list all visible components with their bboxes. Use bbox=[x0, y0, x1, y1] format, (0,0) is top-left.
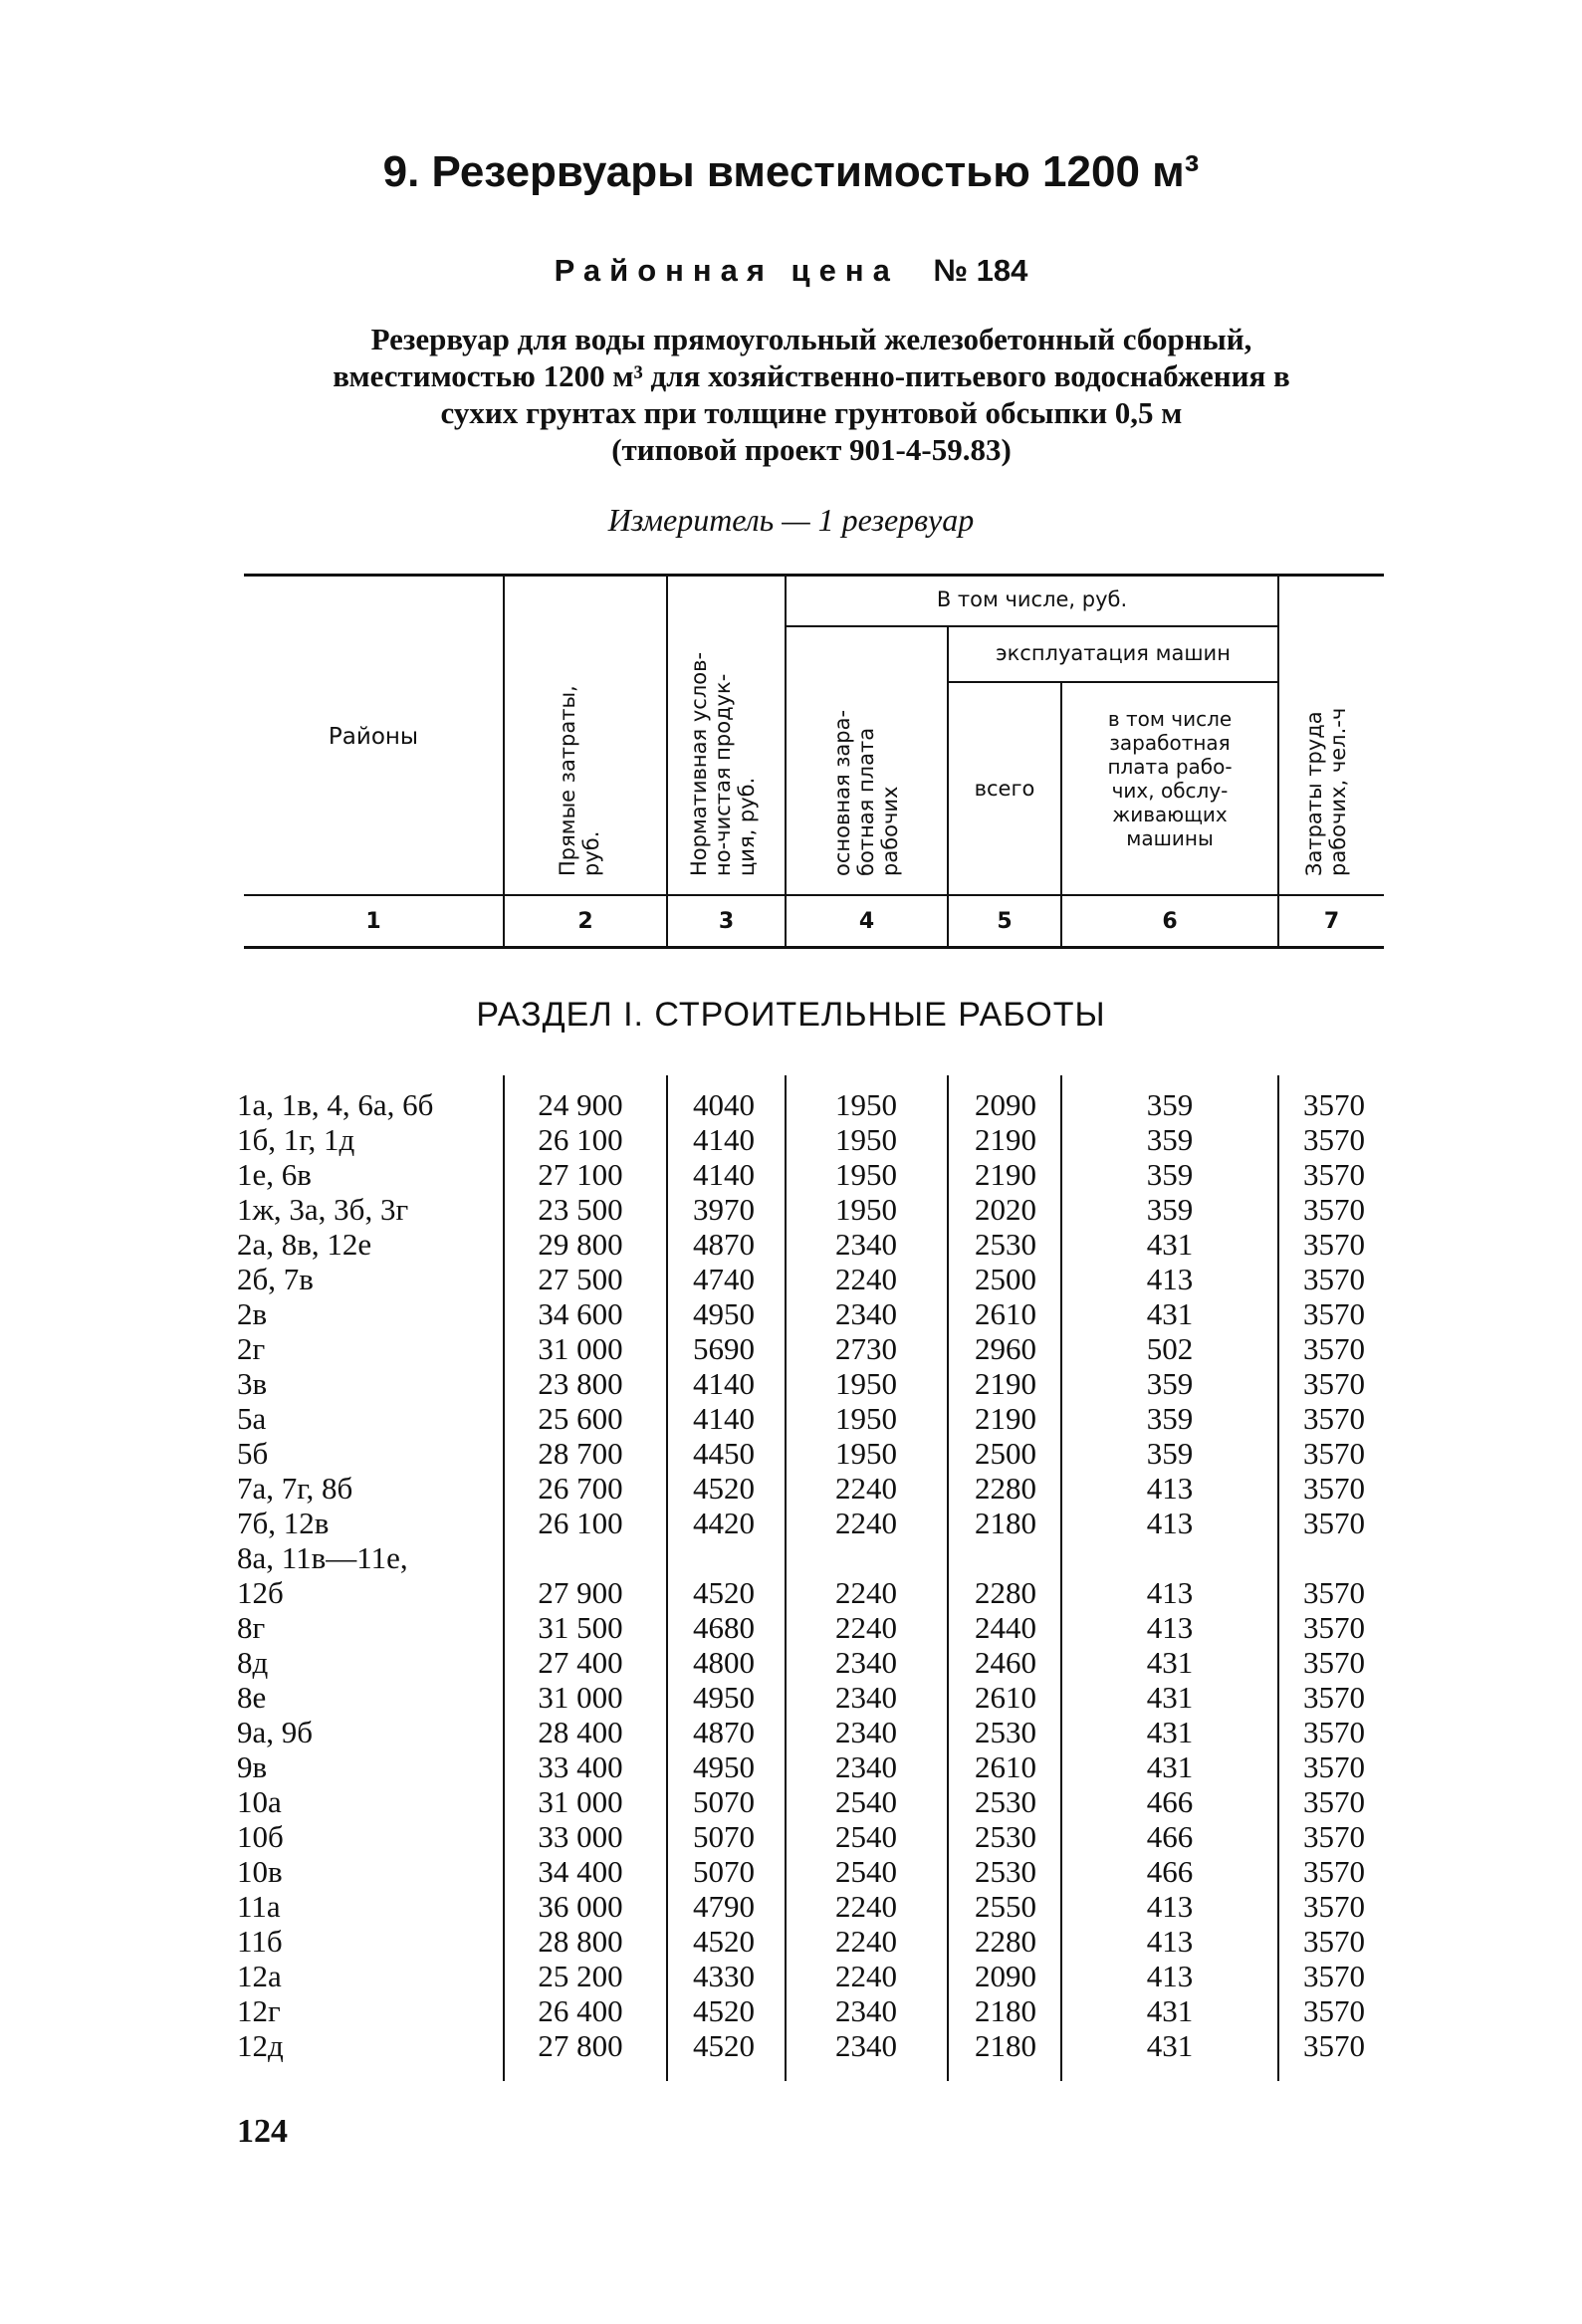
table-row bbox=[0, 1749, 1582, 1784]
machine-wage-cell: 431 bbox=[1146, 1680, 1194, 1715]
labor-costs-cell: 3570 bbox=[1303, 1157, 1365, 1192]
district-cell: 7б, 12в bbox=[237, 1506, 330, 1540]
machine-wage-cell: 413 bbox=[1146, 1575, 1194, 1610]
table-row bbox=[0, 1262, 1582, 1296]
base-wage-cell: 2730 bbox=[835, 1331, 897, 1366]
machines-total-cell: 2020 bbox=[975, 1192, 1036, 1227]
direct-costs-cell: 27 400 bbox=[538, 1645, 623, 1680]
column-divider bbox=[785, 576, 787, 948]
machines-total-cell: 2550 bbox=[975, 1889, 1036, 1924]
section-heading: РАЗДЕЛ I. СТРОИТЕЛЬНЫЕ РАБОТЫ bbox=[476, 996, 1106, 1034]
table-row bbox=[0, 1854, 1582, 1889]
net-production-cell: 4520 bbox=[693, 1993, 755, 2028]
base-wage-cell: 2240 bbox=[835, 1506, 897, 1540]
machines-total-cell: 2280 bbox=[975, 1471, 1036, 1506]
district-cell: 1а, 1в, 4, 6а, 6б bbox=[237, 1087, 434, 1122]
net-production-cell: 4520 bbox=[693, 1924, 755, 1959]
table-row bbox=[0, 1784, 1582, 1819]
labor-costs-cell: 3570 bbox=[1303, 1819, 1365, 1854]
column-number: 5 bbox=[997, 909, 1013, 934]
machines-total-cell: 2530 bbox=[975, 1819, 1036, 1854]
direct-costs-cell: 28 700 bbox=[538, 1436, 623, 1471]
base-wage-cell: 2340 bbox=[835, 2028, 897, 2063]
labor-costs-cell: 3570 bbox=[1303, 1715, 1365, 1749]
direct-costs-cell: 26 400 bbox=[538, 1993, 623, 2028]
table-row bbox=[0, 1296, 1582, 1331]
table-row bbox=[0, 1819, 1582, 1854]
table-row bbox=[0, 1227, 1582, 1262]
machine-wage-cell: 502 bbox=[1146, 1331, 1194, 1366]
labor-costs-cell: 3570 bbox=[1303, 1854, 1365, 1889]
base-wage-cell: 2340 bbox=[835, 1680, 897, 1715]
machine-wage-cell: 359 bbox=[1146, 1401, 1194, 1436]
group-rule bbox=[785, 625, 1277, 627]
net-production-cell: 3970 bbox=[693, 1192, 755, 1227]
district-cell: 2в bbox=[237, 1296, 268, 1331]
base-wage-cell: 2540 bbox=[835, 1854, 897, 1889]
district-cell: 9а, 9б bbox=[237, 1715, 314, 1749]
base-wage-cell: 2240 bbox=[835, 1889, 897, 1924]
machines-total-cell: 2440 bbox=[975, 1610, 1036, 1645]
machine-wage-cell: 413 bbox=[1146, 1262, 1194, 1296]
net-production-cell: 4950 bbox=[693, 1296, 755, 1331]
page-number: 124 bbox=[237, 2113, 288, 2150]
machine-wage-cell: 413 bbox=[1146, 1506, 1194, 1540]
net-production-cell: 4740 bbox=[693, 1262, 755, 1296]
header-machine-operation: эксплуатация машин bbox=[996, 641, 1231, 665]
district-cell: 10в bbox=[237, 1854, 283, 1889]
direct-costs-cell: 29 800 bbox=[538, 1227, 623, 1262]
table-row bbox=[0, 1366, 1582, 1401]
table-row bbox=[0, 1331, 1582, 1366]
district-cell: 10б bbox=[237, 1819, 284, 1854]
labor-costs-cell: 3570 bbox=[1303, 1506, 1365, 1540]
labor-costs-cell: 3570 bbox=[1303, 1227, 1365, 1262]
column-numbers-rule bbox=[244, 946, 1384, 949]
table-row bbox=[0, 2028, 1582, 2063]
district-cell: 12г bbox=[237, 1993, 281, 2028]
net-production-cell: 5690 bbox=[693, 1331, 755, 1366]
machines-total-cell: 2530 bbox=[975, 1715, 1036, 1749]
column-number: 2 bbox=[577, 909, 593, 934]
table-row bbox=[0, 1471, 1582, 1506]
district-cell: 5б bbox=[237, 1436, 269, 1471]
labor-costs-cell: 3570 bbox=[1303, 1366, 1365, 1401]
machines-total-cell: 2190 bbox=[975, 1122, 1036, 1157]
base-wage-cell: 2240 bbox=[835, 1959, 897, 1993]
district-cell: 3в bbox=[237, 1366, 268, 1401]
net-production-cell: 4800 bbox=[693, 1645, 755, 1680]
machines-total-cell: 2190 bbox=[975, 1366, 1036, 1401]
labor-costs-cell: 3570 bbox=[1303, 1331, 1365, 1366]
labor-costs-cell: 3570 bbox=[1303, 1610, 1365, 1645]
district-cell: 9в bbox=[237, 1749, 268, 1784]
direct-costs-cell: 28 400 bbox=[538, 1715, 623, 1749]
labor-costs-cell: 3570 bbox=[1303, 1680, 1365, 1715]
header-machines-total: всего bbox=[974, 777, 1035, 801]
description-line: вместимостью 1200 м³ для хозяйственно-питьевого водоснабжения в bbox=[333, 358, 1290, 393]
base-wage-cell: 2240 bbox=[835, 1262, 897, 1296]
machine-wage-cell: 466 bbox=[1146, 1854, 1194, 1889]
machines-total-cell: 2180 bbox=[975, 1506, 1036, 1540]
machines-total-cell: 2530 bbox=[975, 1854, 1036, 1889]
base-wage-cell: 2340 bbox=[835, 1993, 897, 2028]
district-cell: 8г bbox=[237, 1610, 266, 1645]
net-production-cell: 4520 bbox=[693, 1575, 755, 1610]
machines-total-cell: 2280 bbox=[975, 1924, 1036, 1959]
district-line: 8а, 11в—11е, bbox=[237, 1540, 408, 1575]
description-line: Резервуар для воды прямоугольный железобетонный сборный, bbox=[370, 322, 1252, 356]
price-label: Районная цена bbox=[554, 253, 899, 288]
machines-total-cell: 2190 bbox=[975, 1157, 1036, 1192]
machine-wage-cell: 431 bbox=[1146, 1993, 1194, 2028]
base-wage-cell: 2240 bbox=[835, 1471, 897, 1506]
district-cell: 2г bbox=[237, 1331, 266, 1366]
district-cell: 7а, 7г, 8б bbox=[237, 1471, 353, 1506]
direct-costs-cell: 23 800 bbox=[538, 1366, 623, 1401]
table-row bbox=[0, 1122, 1582, 1157]
district-cell: 12д bbox=[237, 2028, 284, 2063]
base-wage-cell: 1950 bbox=[835, 1157, 897, 1192]
base-wage-cell: 2240 bbox=[835, 1575, 897, 1610]
labor-costs-cell: 3570 bbox=[1303, 1262, 1365, 1296]
machines-total-cell: 2190 bbox=[975, 1401, 1036, 1436]
machine-wage-cell: 466 bbox=[1146, 1784, 1194, 1819]
base-wage-cell: 2340 bbox=[835, 1749, 897, 1784]
machine-wage-cell: 359 bbox=[1146, 1122, 1194, 1157]
base-wage-cell: 2340 bbox=[835, 1645, 897, 1680]
base-wage-cell: 2240 bbox=[835, 1924, 897, 1959]
labor-costs-cell: 3570 bbox=[1303, 1192, 1365, 1227]
table-row bbox=[0, 1680, 1582, 1715]
labor-costs-cell: 3570 bbox=[1303, 1087, 1365, 1122]
net-production-cell: 4330 bbox=[693, 1959, 755, 1993]
direct-costs-cell: 27 800 bbox=[538, 2028, 623, 2063]
district-cell bbox=[237, 1540, 496, 1610]
labor-costs-cell: 3570 bbox=[1303, 1889, 1365, 1924]
district-cell: 1е, 6в bbox=[237, 1157, 312, 1192]
direct-costs-cell: 24 900 bbox=[538, 1087, 623, 1122]
machines-total-cell: 2610 bbox=[975, 1749, 1036, 1784]
table-row bbox=[0, 1645, 1582, 1680]
base-wage-cell: 2540 bbox=[835, 1819, 897, 1854]
machine-wage-cell: 359 bbox=[1146, 1366, 1194, 1401]
table-body bbox=[0, 1087, 1582, 2063]
district-cell: 10а bbox=[237, 1784, 282, 1819]
district-price bbox=[0, 253, 1582, 289]
machines-total-cell: 2500 bbox=[975, 1436, 1036, 1471]
base-wage-cell: 1950 bbox=[835, 1366, 897, 1401]
column-number: 4 bbox=[858, 909, 875, 934]
district-cell: 11б bbox=[237, 1924, 283, 1959]
table-row bbox=[0, 1157, 1582, 1192]
machine-wage-cell: 431 bbox=[1146, 1227, 1194, 1262]
labor-costs-cell: 3570 bbox=[1303, 1959, 1365, 1993]
machines-total-cell: 2090 bbox=[975, 1959, 1036, 1993]
direct-costs-cell: 33 000 bbox=[538, 1819, 623, 1854]
direct-costs-cell: 31 000 bbox=[538, 1331, 623, 1366]
net-production-cell: 5070 bbox=[693, 1854, 755, 1889]
direct-costs-cell: 34 600 bbox=[538, 1296, 623, 1331]
machines-total-cell: 2530 bbox=[975, 1784, 1036, 1819]
machines-total-cell: 2610 bbox=[975, 1296, 1036, 1331]
direct-costs-cell: 28 800 bbox=[538, 1924, 623, 1959]
machines-total-cell: 2460 bbox=[975, 1645, 1036, 1680]
base-wage-cell: 2340 bbox=[835, 1227, 897, 1262]
net-production-cell: 4140 bbox=[693, 1366, 755, 1401]
labor-costs-cell: 3570 bbox=[1303, 1784, 1365, 1819]
district-cell: 11а bbox=[237, 1889, 281, 1924]
labor-costs-cell: 3570 bbox=[1303, 1924, 1365, 1959]
direct-costs-cell: 27 100 bbox=[538, 1157, 623, 1192]
table-row bbox=[0, 1993, 1582, 2028]
direct-costs-cell: 26 100 bbox=[538, 1506, 623, 1540]
district-cell: 8е bbox=[237, 1680, 267, 1715]
header-rule bbox=[244, 894, 1384, 896]
base-wage-cell: 2340 bbox=[835, 1296, 897, 1331]
machine-wage-cell: 413 bbox=[1146, 1959, 1194, 1993]
machine-wage-cell: 431 bbox=[1146, 2028, 1194, 2063]
net-production-cell: 4520 bbox=[693, 2028, 755, 2063]
net-production-cell: 4140 bbox=[693, 1157, 755, 1192]
net-production-cell: 4450 bbox=[693, 1436, 755, 1471]
table-row bbox=[0, 1924, 1582, 1959]
table-row bbox=[0, 1889, 1582, 1924]
base-wage-cell: 1950 bbox=[835, 1192, 897, 1227]
table-row bbox=[0, 1401, 1582, 1436]
description-line: (типовой проект 901-4-59.83) bbox=[611, 432, 1012, 467]
net-production-cell: 4140 bbox=[693, 1401, 755, 1436]
machine-wage-cell: 413 bbox=[1146, 1924, 1194, 1959]
table-row bbox=[0, 1506, 1582, 1540]
machine-wage-cell: 359 bbox=[1146, 1436, 1194, 1471]
net-production-cell: 4520 bbox=[693, 1471, 755, 1506]
header-machine-wage: в том числе заработная плата рабо- чих, обслу- живающих машины bbox=[1107, 707, 1233, 850]
machines-total-cell: 2180 bbox=[975, 2028, 1036, 2063]
column-divider bbox=[1277, 576, 1279, 948]
net-production-cell: 4870 bbox=[693, 1715, 755, 1749]
machines-total-cell: 2960 bbox=[975, 1331, 1036, 1366]
base-wage-cell: 2240 bbox=[835, 1610, 897, 1645]
district-cell: 1б, 1г, 1д bbox=[237, 1122, 355, 1157]
direct-costs-cell: 25 200 bbox=[538, 1959, 623, 1993]
direct-costs-cell: 33 400 bbox=[538, 1749, 623, 1784]
labor-costs-cell: 3570 bbox=[1303, 1401, 1365, 1436]
machines-total-cell: 2500 bbox=[975, 1262, 1036, 1296]
machines-total-cell: 2180 bbox=[975, 1993, 1036, 2028]
price-number: № 184 bbox=[933, 253, 1028, 288]
district-cell: 8д bbox=[237, 1645, 269, 1680]
table-top-rule bbox=[244, 574, 1384, 577]
header-direct-costs: Прямые затраты, руб. bbox=[556, 685, 603, 876]
table-row bbox=[0, 1436, 1582, 1471]
machine-wage-cell: 431 bbox=[1146, 1296, 1194, 1331]
base-wage-cell: 1950 bbox=[835, 1436, 897, 1471]
direct-costs-cell: 23 500 bbox=[538, 1192, 623, 1227]
table-row bbox=[0, 1959, 1582, 1993]
net-production-cell: 5070 bbox=[693, 1784, 755, 1819]
column-number: 1 bbox=[365, 909, 381, 934]
table-row bbox=[0, 1610, 1582, 1645]
direct-costs-cell: 31 500 bbox=[538, 1610, 623, 1645]
base-wage-cell: 1950 bbox=[835, 1087, 897, 1122]
machine-wage-cell: 413 bbox=[1146, 1471, 1194, 1506]
labor-costs-cell: 3570 bbox=[1303, 1575, 1365, 1610]
labor-costs-cell: 3570 bbox=[1303, 1645, 1365, 1680]
table-row bbox=[0, 1192, 1582, 1227]
machines-total-cell: 2530 bbox=[975, 1227, 1036, 1262]
machines-total-cell: 2090 bbox=[975, 1087, 1036, 1122]
machine-wage-cell: 359 bbox=[1146, 1087, 1194, 1122]
base-wage-cell: 2340 bbox=[835, 1715, 897, 1749]
direct-costs-cell: 36 000 bbox=[538, 1889, 623, 1924]
net-production-cell: 4140 bbox=[693, 1122, 755, 1157]
labor-costs-cell: 3570 bbox=[1303, 1436, 1365, 1471]
district-cell: 2б, 7в bbox=[237, 1262, 314, 1296]
district-cell: 12а bbox=[237, 1959, 282, 1993]
machine-wage-cell: 413 bbox=[1146, 1610, 1194, 1645]
base-wage-cell: 2540 bbox=[835, 1784, 897, 1819]
column-number: 3 bbox=[718, 909, 735, 934]
header-group-including: В том числе, руб. bbox=[936, 587, 1128, 611]
description bbox=[239, 321, 1384, 468]
machine-wage-cell: 431 bbox=[1146, 1715, 1194, 1749]
machine-wage-cell: 359 bbox=[1146, 1157, 1194, 1192]
direct-costs-cell: 27 500 bbox=[538, 1262, 623, 1296]
direct-costs-cell: 27 900 bbox=[538, 1575, 623, 1610]
column-number: 6 bbox=[1162, 909, 1178, 934]
machines-rule bbox=[947, 681, 1277, 683]
labor-costs-cell: 3570 bbox=[1303, 1993, 1365, 2028]
table-row bbox=[0, 1087, 1582, 1122]
unit-of-measure: Измеритель — 1 резервуар bbox=[607, 502, 975, 538]
labor-costs-cell: 3570 bbox=[1303, 1749, 1365, 1784]
net-production-cell: 4950 bbox=[693, 1749, 755, 1784]
header-net-production: Нормативная услов- но-чистая продук- ция, руб. bbox=[687, 651, 759, 876]
header-base-wage: основная зара- ботная плата рабочих bbox=[830, 709, 902, 876]
header-labor-costs: Затраты труда рабочих, чел.-ч bbox=[1302, 707, 1350, 876]
page-title: 9. Резервуары вместимостью 1200 м³ bbox=[382, 147, 1200, 196]
column-divider bbox=[666, 576, 668, 948]
district-cell: 2а, 8в, 12е bbox=[237, 1227, 372, 1262]
table-row bbox=[0, 1715, 1582, 1749]
net-production-cell: 4870 bbox=[693, 1227, 755, 1262]
labor-costs-cell: 3570 bbox=[1303, 1471, 1365, 1506]
labor-costs-cell: 3570 bbox=[1303, 1122, 1365, 1157]
machine-wage-cell: 359 bbox=[1146, 1192, 1194, 1227]
net-production-cell: 4040 bbox=[693, 1087, 755, 1122]
machine-wage-cell: 413 bbox=[1146, 1889, 1194, 1924]
column-number: 7 bbox=[1323, 909, 1340, 934]
direct-costs-cell: 31 000 bbox=[538, 1680, 623, 1715]
base-wage-cell: 1950 bbox=[835, 1401, 897, 1436]
net-production-cell: 4790 bbox=[693, 1889, 755, 1924]
machine-wage-cell: 431 bbox=[1146, 1645, 1194, 1680]
labor-costs-cell: 3570 bbox=[1303, 2028, 1365, 2063]
direct-costs-cell: 34 400 bbox=[538, 1854, 623, 1889]
net-production-cell: 4950 bbox=[693, 1680, 755, 1715]
base-wage-cell: 1950 bbox=[835, 1122, 897, 1157]
direct-costs-cell: 26 100 bbox=[538, 1122, 623, 1157]
district-line: 12б bbox=[237, 1575, 284, 1610]
direct-costs-cell: 26 700 bbox=[538, 1471, 623, 1506]
district-cell: 5а bbox=[237, 1401, 267, 1436]
direct-costs-cell: 25 600 bbox=[538, 1401, 623, 1436]
header-districts: Районы bbox=[328, 724, 419, 750]
district-cell: 1ж, 3а, 3б, 3г bbox=[237, 1192, 409, 1227]
column-divider bbox=[503, 576, 505, 948]
machine-wage-cell: 431 bbox=[1146, 1749, 1194, 1784]
labor-costs-cell: 3570 bbox=[1303, 1296, 1365, 1331]
machines-total-cell: 2280 bbox=[975, 1575, 1036, 1610]
description-line: сухих грунтах при толщине грунтовой обсыпки 0,5 м bbox=[440, 395, 1183, 430]
machines-total-cell: 2610 bbox=[975, 1680, 1036, 1715]
table-row bbox=[0, 1540, 1582, 1610]
machine-wage-cell: 466 bbox=[1146, 1819, 1194, 1854]
net-production-cell: 4680 bbox=[693, 1610, 755, 1645]
direct-costs-cell: 31 000 bbox=[538, 1784, 623, 1819]
net-production-cell: 5070 bbox=[693, 1819, 755, 1854]
net-production-cell: 4420 bbox=[693, 1506, 755, 1540]
